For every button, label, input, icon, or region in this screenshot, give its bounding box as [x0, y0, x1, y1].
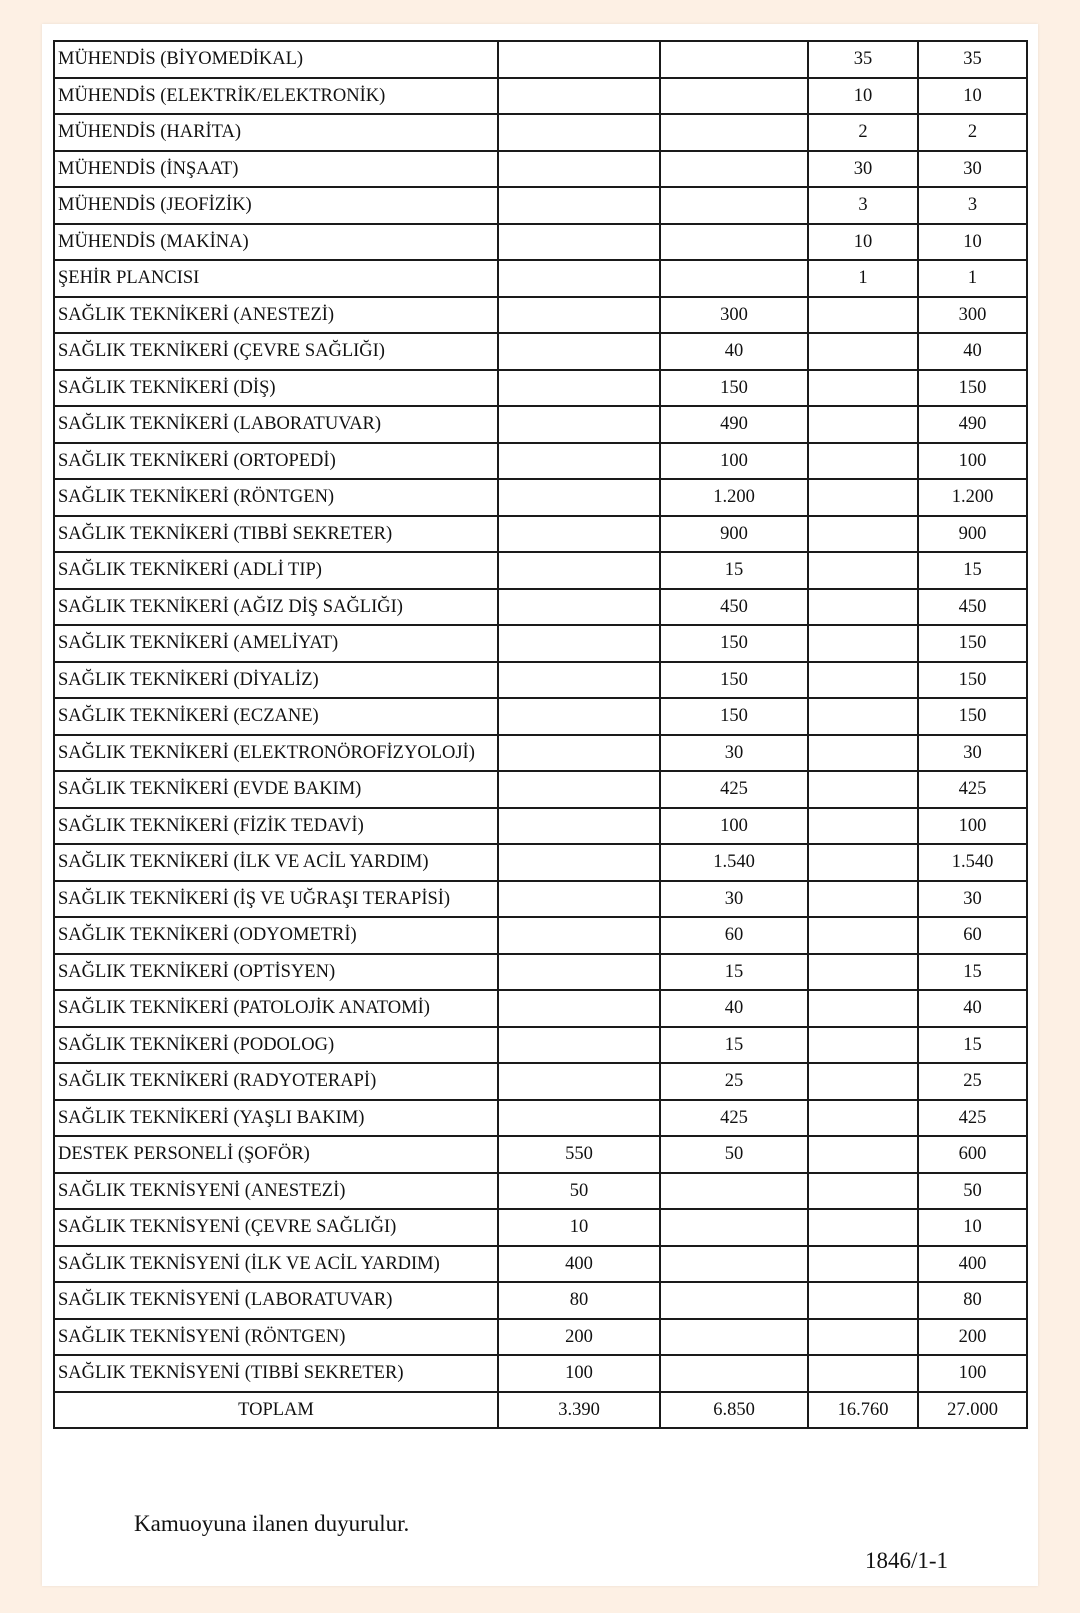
quota-cell-2: 450	[660, 589, 808, 626]
row-total-cell: 10	[918, 1209, 1027, 1246]
row-total-cell: 60	[918, 917, 1027, 954]
position-title-cell: MÜHENDİS (MAKİNA)	[54, 224, 498, 261]
position-title-cell: SAĞLIK TEKNİKERİ (ANESTEZİ)	[54, 297, 498, 334]
quota-cell-3	[808, 954, 918, 991]
total-label-cell: TOPLAM	[54, 1392, 498, 1429]
quota-cell-3	[808, 771, 918, 808]
row-total-cell: 100	[918, 808, 1027, 845]
quota-cell-1	[498, 881, 660, 918]
position-title-cell: SAĞLIK TEKNİKERİ (ÇEVRE SAĞLIĞI)	[54, 333, 498, 370]
position-title-cell: SAĞLIK TEKNİSYENİ (TIBBİ SEKRETER)	[54, 1355, 498, 1392]
quota-cell-3	[808, 1100, 918, 1137]
quota-cell-3	[808, 333, 918, 370]
table-row	[54, 1173, 1027, 1210]
position-title-cell: SAĞLIK TEKNİKERİ (PATOLOJİK ANATOMİ)	[54, 990, 498, 1027]
table-row	[54, 771, 1027, 808]
row-total-cell: 30	[918, 151, 1027, 188]
total-cell-2: 6.850	[660, 1392, 808, 1429]
quota-cell-2: 30	[660, 735, 808, 772]
quota-cell-3	[808, 917, 918, 954]
row-total-cell: 10	[918, 78, 1027, 115]
position-title-cell: MÜHENDİS (JEOFİZİK)	[54, 187, 498, 224]
quota-cell-1	[498, 151, 660, 188]
document-page	[42, 24, 1038, 1586]
public-notice: Kamuoyuna ilanen duyurulur.	[134, 1511, 410, 1536]
quota-cell-2: 40	[660, 990, 808, 1027]
quota-cell-3	[808, 1246, 918, 1283]
position-title-cell: MÜHENDİS (BİYOMEDİKAL)	[54, 41, 498, 78]
row-total-cell: 15	[918, 552, 1027, 589]
quota-cell-2	[660, 1173, 808, 1210]
quota-cell-3	[808, 1355, 918, 1392]
quota-cell-1: 10	[498, 1209, 660, 1246]
quota-cell-3: 3	[808, 187, 918, 224]
quota-cell-1	[498, 917, 660, 954]
position-title-cell: SAĞLIK TEKNİKERİ (ODYOMETRİ)	[54, 917, 498, 954]
quota-cell-2: 15	[660, 954, 808, 991]
row-total-cell: 425	[918, 771, 1027, 808]
position-title-cell: SAĞLIK TEKNİSYENİ (İLK VE ACİL YARDIM)	[54, 1246, 498, 1283]
table-row	[54, 808, 1027, 845]
quota-cell-1	[498, 516, 660, 553]
table-row	[54, 333, 1027, 370]
table-row	[54, 954, 1027, 991]
quota-cell-1	[498, 625, 660, 662]
quota-cell-3	[808, 844, 918, 881]
quota-cell-2: 30	[660, 881, 808, 918]
quota-cell-2: 425	[660, 1100, 808, 1137]
position-title-cell: SAĞLIK TEKNİSYENİ (ÇEVRE SAĞLIĞI)	[54, 1209, 498, 1246]
row-total-cell: 490	[918, 406, 1027, 443]
quota-cell-2: 150	[660, 625, 808, 662]
table-row	[54, 1282, 1027, 1319]
quota-cell-3: 10	[808, 224, 918, 261]
quota-cell-3	[808, 297, 918, 334]
quota-cell-1	[498, 954, 660, 991]
row-total-cell: 1	[918, 260, 1027, 297]
row-total-cell: 450	[918, 589, 1027, 626]
quota-cell-1	[498, 990, 660, 1027]
position-title-cell: SAĞLIK TEKNİKERİ (ECZANE)	[54, 698, 498, 735]
quota-cell-2: 490	[660, 406, 808, 443]
quota-cell-2: 425	[660, 771, 808, 808]
row-total-cell: 1.200	[918, 479, 1027, 516]
row-total-cell: 150	[918, 662, 1027, 699]
position-title-cell: SAĞLIK TEKNİSYENİ (ANESTEZİ)	[54, 1173, 498, 1210]
quota-cell-2: 900	[660, 516, 808, 553]
quota-cell-1	[498, 260, 660, 297]
quota-cell-1: 200	[498, 1319, 660, 1356]
table-row	[54, 224, 1027, 261]
quota-cell-2	[660, 1282, 808, 1319]
quota-cell-2: 100	[660, 808, 808, 845]
table-row	[54, 187, 1027, 224]
quota-cell-3	[808, 479, 918, 516]
quota-cell-1	[498, 41, 660, 78]
quota-cell-1	[498, 844, 660, 881]
table-row	[54, 479, 1027, 516]
quota-cell-2: 1.200	[660, 479, 808, 516]
quota-cell-3	[808, 735, 918, 772]
table-row	[54, 516, 1027, 553]
position-title-cell: SAĞLIK TEKNİKERİ (ELEKTRONÖROFİZYOLOJİ)	[54, 735, 498, 772]
quota-cell-3: 1	[808, 260, 918, 297]
position-title-cell: SAĞLIK TEKNİSYENİ (RÖNTGEN)	[54, 1319, 498, 1356]
table-row	[54, 78, 1027, 115]
quota-cell-1: 400	[498, 1246, 660, 1283]
row-total-cell: 150	[918, 625, 1027, 662]
table-row	[54, 735, 1027, 772]
row-total-cell: 35	[918, 41, 1027, 78]
row-total-cell: 150	[918, 698, 1027, 735]
table-row	[54, 1319, 1027, 1356]
quota-cell-1	[498, 297, 660, 334]
quota-cell-2: 60	[660, 917, 808, 954]
grand-total-cell: 27.000	[918, 1392, 1027, 1429]
quota-cell-1	[498, 1100, 660, 1137]
quota-cell-2: 40	[660, 333, 808, 370]
table-row	[54, 698, 1027, 735]
table-row	[54, 589, 1027, 626]
position-title-cell: SAĞLIK TEKNİKERİ (FİZİK TEDAVİ)	[54, 808, 498, 845]
row-total-cell: 100	[918, 443, 1027, 480]
table-row	[54, 552, 1027, 589]
table-row	[54, 406, 1027, 443]
quota-cell-2: 100	[660, 443, 808, 480]
position-title-cell: SAĞLIK TEKNİKERİ (DİYALİZ)	[54, 662, 498, 699]
quota-cell-3	[808, 552, 918, 589]
position-title-cell: ŞEHİR PLANCISI	[54, 260, 498, 297]
table-row	[54, 114, 1027, 151]
quota-cell-2	[660, 187, 808, 224]
quota-cell-1	[498, 187, 660, 224]
table-row	[54, 990, 1027, 1027]
quota-cell-3: 10	[808, 78, 918, 115]
quota-cell-1	[498, 370, 660, 407]
quota-cell-1	[498, 698, 660, 735]
quota-cell-3	[808, 662, 918, 699]
quota-cell-3	[808, 443, 918, 480]
position-title-cell: SAĞLIK TEKNİKERİ (OPTİSYEN)	[54, 954, 498, 991]
table-row	[54, 443, 1027, 480]
quota-cell-1	[498, 735, 660, 772]
quota-cell-3	[808, 625, 918, 662]
table-row	[54, 1355, 1027, 1392]
row-total-cell: 40	[918, 333, 1027, 370]
quota-cell-2: 50	[660, 1136, 808, 1173]
total-cell-3: 16.760	[808, 1392, 918, 1429]
table-row	[54, 1027, 1027, 1064]
table-row	[54, 881, 1027, 918]
quota-cell-1	[498, 406, 660, 443]
quota-cell-3	[808, 406, 918, 443]
quota-cell-3	[808, 516, 918, 553]
quota-cell-2	[660, 114, 808, 151]
quota-cell-3: 35	[808, 41, 918, 78]
row-total-cell: 10	[918, 224, 1027, 261]
quota-cell-3	[808, 1319, 918, 1356]
quota-cell-3	[808, 1136, 918, 1173]
position-title-cell: MÜHENDİS (İNŞAAT)	[54, 151, 498, 188]
quota-cell-1	[498, 78, 660, 115]
quota-cell-3	[808, 370, 918, 407]
position-title-cell: SAĞLIK TEKNİKERİ (YAŞLI BAKIM)	[54, 1100, 498, 1137]
quota-cell-1: 80	[498, 1282, 660, 1319]
positions-table-body	[54, 41, 1027, 1428]
quota-cell-2	[660, 260, 808, 297]
positions-table	[53, 40, 1028, 1429]
table-row	[54, 1136, 1027, 1173]
quota-cell-1	[498, 333, 660, 370]
table-row	[54, 662, 1027, 699]
quota-cell-2	[660, 1319, 808, 1356]
quota-cell-1: 50	[498, 1173, 660, 1210]
quota-cell-2: 15	[660, 552, 808, 589]
quota-cell-1	[498, 1027, 660, 1064]
row-total-cell: 400	[918, 1246, 1027, 1283]
quota-cell-1	[498, 114, 660, 151]
quota-cell-1	[498, 589, 660, 626]
position-title-cell: MÜHENDİS (ELEKTRİK/ELEKTRONİK)	[54, 78, 498, 115]
row-total-cell: 30	[918, 735, 1027, 772]
quota-cell-3	[808, 589, 918, 626]
quota-cell-3	[808, 698, 918, 735]
quota-cell-1	[498, 771, 660, 808]
quota-cell-1: 550	[498, 1136, 660, 1173]
row-total-cell: 40	[918, 990, 1027, 1027]
row-total-cell: 1.540	[918, 844, 1027, 881]
position-title-cell: SAĞLIK TEKNİKERİ (PODOLOG)	[54, 1027, 498, 1064]
position-title-cell: SAĞLIK TEKNİKERİ (RÖNTGEN)	[54, 479, 498, 516]
position-title-cell: SAĞLIK TEKNİKERİ (TIBBİ SEKRETER)	[54, 516, 498, 553]
quota-cell-2	[660, 151, 808, 188]
row-total-cell: 300	[918, 297, 1027, 334]
table-row	[54, 260, 1027, 297]
quota-cell-2: 25	[660, 1063, 808, 1100]
quota-cell-1	[498, 224, 660, 261]
quota-cell-3	[808, 990, 918, 1027]
table-row	[54, 1063, 1027, 1100]
position-title-cell: SAĞLIK TEKNİKERİ (ORTOPEDİ)	[54, 443, 498, 480]
quota-cell-1	[498, 808, 660, 845]
quota-cell-3: 30	[808, 151, 918, 188]
table-row	[54, 917, 1027, 954]
position-title-cell: SAĞLIK TEKNİKERİ (İLK VE ACİL YARDIM)	[54, 844, 498, 881]
table-row	[54, 1209, 1027, 1246]
row-total-cell: 2	[918, 114, 1027, 151]
position-title-cell: SAĞLIK TEKNİKERİ (RADYOTERAPİ)	[54, 1063, 498, 1100]
total-cell-1: 3.390	[498, 1392, 660, 1429]
row-total-cell: 50	[918, 1173, 1027, 1210]
quota-cell-1	[498, 552, 660, 589]
document-reference: 1846/1-1	[864, 1548, 948, 1573]
quota-cell-2	[660, 224, 808, 261]
quota-cell-3	[808, 1027, 918, 1064]
quota-cell-2	[660, 41, 808, 78]
quota-cell-3	[808, 1063, 918, 1100]
position-title-cell: SAĞLIK TEKNİKERİ (DİŞ)	[54, 370, 498, 407]
quota-cell-2: 150	[660, 370, 808, 407]
table-row	[54, 370, 1027, 407]
quota-cell-3	[808, 881, 918, 918]
row-total-cell: 200	[918, 1319, 1027, 1356]
quota-cell-1	[498, 443, 660, 480]
row-total-cell: 15	[918, 1027, 1027, 1064]
position-title-cell: MÜHENDİS (HARİTA)	[54, 114, 498, 151]
table-row	[54, 625, 1027, 662]
quota-cell-1	[498, 662, 660, 699]
quota-cell-2: 150	[660, 698, 808, 735]
table-row	[54, 41, 1027, 78]
table-row	[54, 297, 1027, 334]
quota-cell-2: 15	[660, 1027, 808, 1064]
quota-cell-2: 1.540	[660, 844, 808, 881]
quota-cell-2	[660, 1246, 808, 1283]
quota-cell-2: 150	[660, 662, 808, 699]
row-total-cell: 80	[918, 1282, 1027, 1319]
quota-cell-1	[498, 479, 660, 516]
position-title-cell: DESTEK PERSONELİ (ŞOFÖR)	[54, 1136, 498, 1173]
row-total-cell: 425	[918, 1100, 1027, 1137]
table-row	[54, 151, 1027, 188]
quota-cell-1: 100	[498, 1355, 660, 1392]
position-title-cell: SAĞLIK TEKNİKERİ (ADLİ TIP)	[54, 552, 498, 589]
quota-cell-3	[808, 808, 918, 845]
table-row	[54, 1100, 1027, 1137]
position-title-cell: SAĞLIK TEKNİKERİ (EVDE BAKIM)	[54, 771, 498, 808]
total-row	[54, 1392, 1027, 1429]
row-total-cell: 3	[918, 187, 1027, 224]
quota-cell-2	[660, 1355, 808, 1392]
position-title-cell: SAĞLIK TEKNİKERİ (İŞ VE UĞRAŞI TERAPİSİ)	[54, 881, 498, 918]
row-total-cell: 150	[918, 370, 1027, 407]
quota-cell-3	[808, 1209, 918, 1246]
quota-cell-1	[498, 1063, 660, 1100]
quota-cell-2	[660, 1209, 808, 1246]
row-total-cell: 900	[918, 516, 1027, 553]
quota-cell-2: 300	[660, 297, 808, 334]
position-title-cell: SAĞLIK TEKNİSYENİ (LABORATUVAR)	[54, 1282, 498, 1319]
row-total-cell: 100	[918, 1355, 1027, 1392]
table-row	[54, 1246, 1027, 1283]
position-title-cell: SAĞLIK TEKNİKERİ (AĞIZ DİŞ SAĞLIĞI)	[54, 589, 498, 626]
row-total-cell: 600	[918, 1136, 1027, 1173]
table-row	[54, 844, 1027, 881]
quota-cell-3	[808, 1173, 918, 1210]
row-total-cell: 30	[918, 881, 1027, 918]
quota-cell-3: 2	[808, 114, 918, 151]
quota-cell-2	[660, 78, 808, 115]
quota-cell-3	[808, 1282, 918, 1319]
position-title-cell: SAĞLIK TEKNİKERİ (AMELİYAT)	[54, 625, 498, 662]
position-title-cell: SAĞLIK TEKNİKERİ (LABORATUVAR)	[54, 406, 498, 443]
row-total-cell: 25	[918, 1063, 1027, 1100]
row-total-cell: 15	[918, 954, 1027, 991]
